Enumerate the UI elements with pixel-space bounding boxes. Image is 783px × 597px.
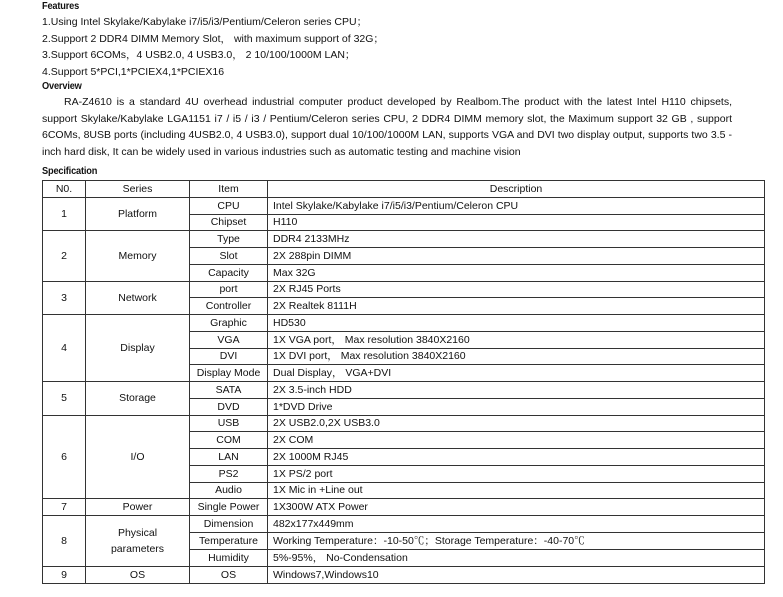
item-cell: port [190, 281, 268, 298]
description-cell: 2X 288pin DIMM [268, 248, 765, 265]
specification-table-body [43, 181, 765, 584]
features-section [42, 0, 770, 178]
specification-heading: Specification [42, 165, 98, 177]
description-cell: Dual Display， VGA+DVI [268, 365, 765, 382]
features-heading: Features [42, 0, 80, 12]
header-item: Item [190, 181, 268, 198]
item-cell: CPU [190, 197, 268, 214]
item-cell: Dimension [190, 516, 268, 533]
row-number: 9 [43, 566, 86, 583]
description-cell: DDR4 2133MHz [268, 231, 765, 248]
series-cell: Platform [86, 197, 190, 231]
description-cell: 2X USB2.0,2X USB3.0 [268, 415, 765, 432]
item-cell: LAN [190, 449, 268, 466]
item-cell: VGA [190, 331, 268, 348]
item-cell: Display Mode [190, 365, 268, 382]
description-cell: 1X VGA port， Max resolution 3840X2160 [268, 331, 765, 348]
table-row [43, 197, 765, 214]
table-row [43, 415, 765, 432]
series-cell: Display [86, 315, 190, 382]
series-cell: Memory [86, 231, 190, 281]
series-cell: Physical parameters [86, 516, 190, 566]
table-row [43, 566, 765, 583]
item-cell: Temperature [190, 533, 268, 550]
feature-item: 4.Support 5*PCI,1*PCIEX4,1*PCIEX16 [42, 65, 225, 78]
table-row [43, 231, 765, 248]
description-cell: HD530 [268, 315, 765, 332]
item-cell: DVI [190, 348, 268, 365]
description-cell: Windows7,Windows10 [268, 566, 765, 583]
item-cell: Audio [190, 482, 268, 499]
item-cell: Type [190, 231, 268, 248]
item-cell: USB [190, 415, 268, 432]
description-cell: Max 32G [268, 264, 765, 281]
row-number: 3 [43, 281, 86, 315]
item-cell: COM [190, 432, 268, 449]
series-cell: Power [86, 499, 190, 516]
feature-item: 3.Support 6COMs，4 USB2.0, 4 USB3.0， 2 10/100/1000M LAN； [42, 49, 356, 61]
overview-text: RA-Z4610 is a standard 4U overhead industrial computer product developed by Realbom.The product with the latest Intel H110 chipsets, support Skylake/Kabylake LGA1151 i7 / i5 / i3 / Pentium/Celeron series CPU, 2 DDR4 DIMM memory slot, the Maximum support 32 GB , support 6COMs, 8USB ports (including 4USB2.0, 4 USB3.0), support dual 10/100/1000M LAN, supports VGA and DVI two display output, supports two 3.5 -inch hard disk, It can be widely used in various industries such as automatic testing and machine vision [42, 96, 732, 158]
table-row [43, 382, 765, 399]
item-cell: DVD [190, 398, 268, 415]
description-cell: 482x177x449mm [268, 516, 765, 533]
item-cell: Single Power [190, 499, 268, 516]
item-cell: SATA [190, 382, 268, 399]
description-cell: H110 [268, 214, 765, 231]
description-cell: 1X Mic in +Line out [268, 482, 765, 499]
header-series: Series [86, 181, 190, 198]
feature-item: 1.Using Intel Skylake/Kabylake i7/i5/i3/Pentium/Celeron series CPU； [42, 16, 368, 28]
description-cell: 2X RJ45 Ports [268, 281, 765, 298]
description-cell: 5%-95%， No-Condensation [268, 549, 765, 566]
item-cell: Capacity [190, 264, 268, 281]
row-number: 8 [43, 516, 86, 566]
description-cell: 1X300W ATX Power [268, 499, 765, 516]
description-cell: 1X DVI port， Max resolution 3840X2160 [268, 348, 765, 365]
overview-section [42, 94, 770, 160]
series-cell: OS [86, 566, 190, 583]
item-cell: Humidity [190, 549, 268, 566]
table-header-row [43, 181, 765, 198]
description-cell: 2X 1000M RJ45 [268, 449, 765, 466]
description-cell: 2X COM [268, 432, 765, 449]
row-number: 6 [43, 415, 86, 499]
table-row [43, 516, 765, 533]
description-cell: 1*DVD Drive [268, 398, 765, 415]
item-cell: Controller [190, 298, 268, 315]
series-cell: Storage [86, 382, 190, 416]
row-number: 5 [43, 382, 86, 416]
specification-table [42, 180, 765, 584]
item-cell: Chipset [190, 214, 268, 231]
item-cell: OS [190, 566, 268, 583]
description-cell: 2X Realtek 8111H [268, 298, 765, 315]
row-number: 7 [43, 499, 86, 516]
table-row [43, 315, 765, 332]
description-cell: Intel Skylake/Kabylake i7/i5/i3/Pentium/Celeron CPU [268, 197, 765, 214]
row-number: 2 [43, 231, 86, 281]
item-cell: PS2 [190, 465, 268, 482]
header-description: Description [268, 181, 765, 198]
description-cell: Working Temperature：-10-50℃；Storage Temperature：-40-70℃ [268, 533, 765, 550]
row-number: 4 [43, 315, 86, 382]
row-number: 1 [43, 197, 86, 231]
series-cell: Network [86, 281, 190, 315]
overview-heading: Overview [42, 80, 82, 92]
item-cell: Graphic [190, 315, 268, 332]
feature-item: 2.Support 2 DDR4 DIMM Memory Slot， with maximum support of 32G； [42, 32, 384, 45]
series-cell: I/O [86, 415, 190, 499]
item-cell: Slot [190, 248, 268, 265]
description-cell: 2X 3.5-inch HDD [268, 382, 765, 399]
table-row [43, 281, 765, 298]
description-cell: 1X PS/2 port [268, 465, 765, 482]
header-no: N0. [43, 181, 86, 198]
table-row [43, 499, 765, 516]
